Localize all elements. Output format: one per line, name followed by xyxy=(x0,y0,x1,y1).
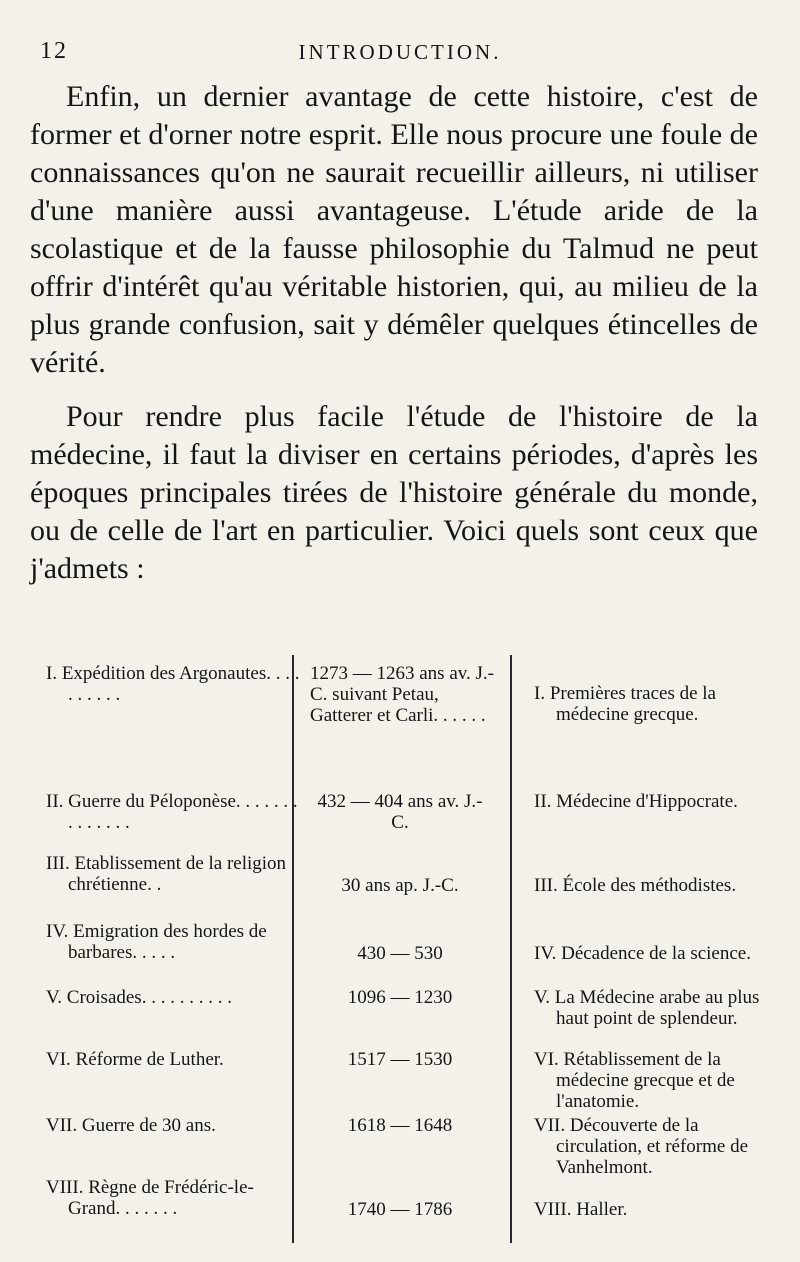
medicine-cell: IV. Décadence de la science. xyxy=(534,943,751,964)
event-cell: V. Croisades. . . . . . . . . . xyxy=(46,987,232,1008)
dates-cell: 1273 — 1263 ans av. J.-C. suivant Petau, Gatterer et Carli. . . . . . xyxy=(310,663,494,726)
event-cell: VI. Réforme de Luther. xyxy=(46,1049,224,1070)
event-cell: VIII. Règne de Frédéric-le-Grand. . . . . . . xyxy=(46,1177,254,1219)
body-text xyxy=(30,78,758,588)
dates-cell: 1096 — 1230 xyxy=(347,987,453,1008)
medicine-cell: I. Premières traces de la médecine grecque. xyxy=(534,683,716,725)
paragraph: Pour rendre plus facile l'étude de l'histoire de la médecine, il faut la diviser en certains périodes, d'après les époques principales tirées de l'histoire générale du monde, ou de celle de l'art en particulier. Voici quels sont ceux que j'admets : xyxy=(30,400,758,585)
page-number: 12 xyxy=(40,38,68,64)
running-title: INTRODUCTION. xyxy=(298,40,502,64)
page-header xyxy=(40,38,760,68)
medicine-cell: VI. Rétablissement de la médecine grecque et de l'anatomie. xyxy=(534,1049,735,1112)
periods-table xyxy=(40,645,765,1250)
event-cell: III. Etablissement de la religion chrétienne. . xyxy=(46,853,287,895)
medicine-cell: II. Médecine d'Hippocrate. xyxy=(534,791,738,812)
dates-cell: 30 ans ap. J.-C. xyxy=(341,875,459,896)
medicine-cell: V. La Médecine arabe au plus haut point de splendeur. xyxy=(534,987,760,1029)
dates-cell: 1740 — 1786 xyxy=(347,1199,453,1220)
event-cell: II. Guerre du Péloponèse. . . . . . . . . . . . . . xyxy=(46,791,298,833)
dates-cell: 1618 — 1648 xyxy=(347,1115,453,1136)
event-cell: I. Expédition des Argonautes. . . . . . . . . . xyxy=(46,663,300,705)
column-divider xyxy=(510,655,512,1243)
paragraph: Enfin, un dernier avantage de cette histoire, c'est de former et d'orner notre esprit. Elle nous procure une foule de connaissances qu'on ne saurait recueillir ailleurs, ni utiliser d'une manière aussi avantageuse. L'étude aride de la scolastique et de la fausse philosophie du Talmud ne peut offrir d'intérêt qu'au véritable historien, qui, au milieu de la plus grande confusion, sait y démêler quelques étincelles de vérité. xyxy=(30,80,758,379)
dates-cell: 430 — 530 xyxy=(357,943,443,964)
dates-cell: 1517 — 1530 xyxy=(347,1049,453,1070)
medicine-cell: III. École des méthodistes. xyxy=(534,875,737,896)
medicine-cell: VII. Découverte de la circulation, et réforme de Vanhelmont. xyxy=(534,1115,749,1178)
event-cell: VII. Guerre de 30 ans. xyxy=(46,1115,216,1136)
medicine-cell: VIII. Haller. xyxy=(534,1199,628,1220)
dates-cell: 432 — 404 ans av. J.-C. xyxy=(317,791,483,833)
event-cell: IV. Emigration des hordes de barbares. . . . . xyxy=(46,921,267,963)
